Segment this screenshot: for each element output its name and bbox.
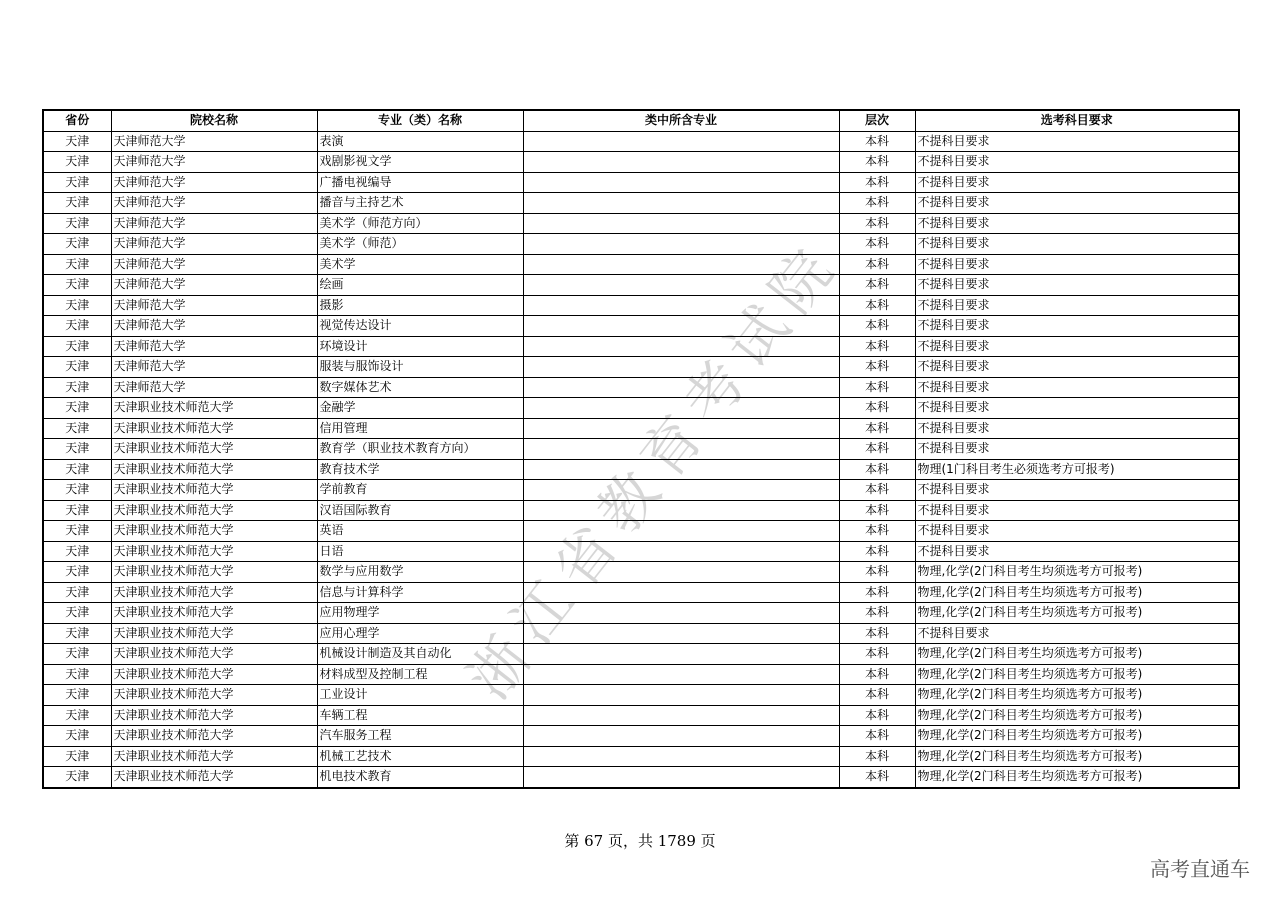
cell-major: 信用管理 <box>317 418 523 439</box>
cell-province: 天津 <box>43 418 111 439</box>
cell-subject-requirement: 不提科目要求 <box>915 398 1239 419</box>
cell-province: 天津 <box>43 664 111 685</box>
cell-subject-requirement: 不提科目要求 <box>915 377 1239 398</box>
cell-subject-requirement: 不提科目要求 <box>915 439 1239 460</box>
cell-level: 本科 <box>839 336 915 357</box>
table-row <box>43 193 1239 214</box>
cell-province: 天津 <box>43 336 111 357</box>
cell-subject-requirement: 不提科目要求 <box>915 295 1239 316</box>
cell-province: 天津 <box>43 685 111 706</box>
cell-included-majors <box>523 131 839 152</box>
cell-level: 本科 <box>839 193 915 214</box>
cell-province: 天津 <box>43 295 111 316</box>
cell-subject-requirement: 不提科目要求 <box>915 541 1239 562</box>
cell-included-majors <box>523 521 839 542</box>
cell-school: 天津职业技术师范大学 <box>111 582 317 603</box>
cell-included-majors <box>523 316 839 337</box>
table-row <box>43 726 1239 747</box>
table-row <box>43 603 1239 624</box>
cell-subject-requirement: 不提科目要求 <box>915 131 1239 152</box>
cell-subject-requirement: 不提科目要求 <box>915 336 1239 357</box>
cell-school: 天津职业技术师范大学 <box>111 459 317 480</box>
table-row <box>43 131 1239 152</box>
cell-province: 天津 <box>43 623 111 644</box>
cell-level: 本科 <box>839 623 915 644</box>
cell-province: 天津 <box>43 705 111 726</box>
cell-included-majors <box>523 295 839 316</box>
cell-school: 天津师范大学 <box>111 377 317 398</box>
cell-included-majors <box>523 193 839 214</box>
cell-major: 环境设计 <box>317 336 523 357</box>
cell-school: 天津师范大学 <box>111 357 317 378</box>
cell-included-majors <box>523 726 839 747</box>
cell-included-majors <box>523 234 839 255</box>
cell-included-majors <box>523 459 839 480</box>
cell-included-majors <box>523 623 839 644</box>
cell-included-majors <box>523 480 839 501</box>
cell-included-majors <box>523 254 839 275</box>
cell-province: 天津 <box>43 521 111 542</box>
corner-logo: 高考直通车 <box>1150 857 1250 881</box>
cell-included-majors <box>523 664 839 685</box>
cell-subject-requirement: 不提科目要求 <box>915 172 1239 193</box>
cell-subject-requirement: 不提科目要求 <box>915 254 1239 275</box>
header-level: 层次 <box>839 110 915 131</box>
cell-included-majors <box>523 172 839 193</box>
table-body <box>43 131 1239 788</box>
cell-included-majors <box>523 685 839 706</box>
cell-province: 天津 <box>43 172 111 193</box>
table-row <box>43 172 1239 193</box>
cell-school: 天津师范大学 <box>111 275 317 296</box>
cell-major: 信息与计算科学 <box>317 582 523 603</box>
table-row <box>43 623 1239 644</box>
cell-level: 本科 <box>839 275 915 296</box>
cell-major: 机电技术教育 <box>317 767 523 788</box>
cell-school: 天津职业技术师范大学 <box>111 685 317 706</box>
cell-major: 戏剧影视文学 <box>317 152 523 173</box>
cell-school: 天津师范大学 <box>111 193 317 214</box>
cell-school: 天津职业技术师范大学 <box>111 623 317 644</box>
cell-level: 本科 <box>839 459 915 480</box>
header-included-majors: 类中所含专业 <box>523 110 839 131</box>
table-row <box>43 213 1239 234</box>
cell-level: 本科 <box>839 521 915 542</box>
cell-major: 日语 <box>317 541 523 562</box>
cell-subject-requirement: 不提科目要求 <box>915 316 1239 337</box>
cell-level: 本科 <box>839 295 915 316</box>
cell-major: 金融学 <box>317 398 523 419</box>
cell-level: 本科 <box>839 480 915 501</box>
table-row <box>43 746 1239 767</box>
cell-major: 美术学（师范） <box>317 234 523 255</box>
header-province: 省份 <box>43 110 111 131</box>
cell-level: 本科 <box>839 234 915 255</box>
cell-level: 本科 <box>839 377 915 398</box>
cell-school: 天津师范大学 <box>111 213 317 234</box>
table-row <box>43 480 1239 501</box>
table-row <box>43 459 1239 480</box>
cell-province: 天津 <box>43 500 111 521</box>
cell-included-majors <box>523 582 839 603</box>
cell-included-majors <box>523 418 839 439</box>
cell-school: 天津职业技术师范大学 <box>111 664 317 685</box>
cell-major: 机械工艺技术 <box>317 746 523 767</box>
cell-level: 本科 <box>839 685 915 706</box>
table-row <box>43 398 1239 419</box>
cell-level: 本科 <box>839 398 915 419</box>
cell-major: 应用心理学 <box>317 623 523 644</box>
table-row <box>43 254 1239 275</box>
cell-subject-requirement: 物理,化学(2门科目考生均须选考方可报考) <box>915 644 1239 665</box>
cell-included-majors <box>523 275 839 296</box>
cell-included-majors <box>523 562 839 583</box>
cell-school: 天津职业技术师范大学 <box>111 644 317 665</box>
cell-province: 天津 <box>43 254 111 275</box>
cell-subject-requirement: 物理,化学(2门科目考生均须选考方可报考) <box>915 746 1239 767</box>
cell-subject-requirement: 物理,化学(2门科目考生均须选考方可报考) <box>915 664 1239 685</box>
cell-major: 数字媒体艺术 <box>317 377 523 398</box>
cell-province: 天津 <box>43 480 111 501</box>
cell-major: 教育技术学 <box>317 459 523 480</box>
cell-level: 本科 <box>839 500 915 521</box>
cell-school: 天津职业技术师范大学 <box>111 398 317 419</box>
cell-school: 天津职业技术师范大学 <box>111 521 317 542</box>
cell-major: 摄影 <box>317 295 523 316</box>
cell-level: 本科 <box>839 726 915 747</box>
cell-province: 天津 <box>43 377 111 398</box>
table-row <box>43 705 1239 726</box>
cell-major: 车辆工程 <box>317 705 523 726</box>
cell-school: 天津师范大学 <box>111 152 317 173</box>
cell-school: 天津师范大学 <box>111 316 317 337</box>
cell-school: 天津职业技术师范大学 <box>111 562 317 583</box>
cell-school: 天津职业技术师范大学 <box>111 418 317 439</box>
cell-subject-requirement: 不提科目要求 <box>915 275 1239 296</box>
cell-level: 本科 <box>839 316 915 337</box>
cell-school: 天津师范大学 <box>111 131 317 152</box>
cell-level: 本科 <box>839 562 915 583</box>
cell-level: 本科 <box>839 418 915 439</box>
cell-subject-requirement: 物理(1门科目考生必须选考方可报考) <box>915 459 1239 480</box>
table-row <box>43 152 1239 173</box>
page-number: 第 67 页，共 1789 页 <box>564 832 716 850</box>
cell-included-majors <box>523 767 839 788</box>
cell-level: 本科 <box>839 767 915 788</box>
cell-province: 天津 <box>43 234 111 255</box>
cell-included-majors <box>523 603 839 624</box>
cell-major: 机械设计制造及其自动化 <box>317 644 523 665</box>
cell-province: 天津 <box>43 439 111 460</box>
cell-level: 本科 <box>839 746 915 767</box>
table-row <box>43 664 1239 685</box>
cell-included-majors <box>523 336 839 357</box>
cell-province: 天津 <box>43 644 111 665</box>
cell-school: 天津职业技术师范大学 <box>111 439 317 460</box>
table-row <box>43 295 1239 316</box>
cell-school: 天津职业技术师范大学 <box>111 500 317 521</box>
cell-level: 本科 <box>839 439 915 460</box>
cell-level: 本科 <box>839 254 915 275</box>
cell-province: 天津 <box>43 357 111 378</box>
cell-major: 广播电视编导 <box>317 172 523 193</box>
cell-level: 本科 <box>839 213 915 234</box>
cell-subject-requirement: 不提科目要求 <box>915 623 1239 644</box>
cell-school: 天津职业技术师范大学 <box>111 603 317 624</box>
cell-subject-requirement: 不提科目要求 <box>915 234 1239 255</box>
cell-subject-requirement: 不提科目要求 <box>915 500 1239 521</box>
admission-table <box>42 109 1240 789</box>
cell-included-majors <box>523 398 839 419</box>
cell-subject-requirement: 物理,化学(2门科目考生均须选考方可报考) <box>915 562 1239 583</box>
table-row <box>43 521 1239 542</box>
cell-school: 天津职业技术师范大学 <box>111 541 317 562</box>
cell-subject-requirement: 不提科目要求 <box>915 213 1239 234</box>
cell-included-majors <box>523 644 839 665</box>
cell-school: 天津师范大学 <box>111 336 317 357</box>
header-subject-requirement: 选考科目要求 <box>915 110 1239 131</box>
cell-major: 教育学（职业技术教育方向） <box>317 439 523 460</box>
table-row <box>43 685 1239 706</box>
cell-included-majors <box>523 746 839 767</box>
cell-major: 学前教育 <box>317 480 523 501</box>
cell-province: 天津 <box>43 541 111 562</box>
cell-included-majors <box>523 377 839 398</box>
cell-subject-requirement: 不提科目要求 <box>915 152 1239 173</box>
cell-subject-requirement: 物理,化学(2门科目考生均须选考方可报考) <box>915 767 1239 788</box>
header-row <box>43 110 1239 131</box>
cell-school: 天津职业技术师范大学 <box>111 480 317 501</box>
cell-province: 天津 <box>43 603 111 624</box>
cell-level: 本科 <box>839 357 915 378</box>
cell-level: 本科 <box>839 541 915 562</box>
cell-school: 天津职业技术师范大学 <box>111 726 317 747</box>
table-row <box>43 336 1239 357</box>
cell-subject-requirement: 不提科目要求 <box>915 357 1239 378</box>
cell-province: 天津 <box>43 316 111 337</box>
cell-province: 天津 <box>43 193 111 214</box>
cell-level: 本科 <box>839 603 915 624</box>
cell-province: 天津 <box>43 746 111 767</box>
cell-province: 天津 <box>43 459 111 480</box>
table-row <box>43 357 1239 378</box>
table-row <box>43 562 1239 583</box>
cell-major: 数学与应用数学 <box>317 562 523 583</box>
cell-level: 本科 <box>839 172 915 193</box>
table-row <box>43 439 1239 460</box>
cell-included-majors <box>523 541 839 562</box>
cell-subject-requirement: 不提科目要求 <box>915 480 1239 501</box>
cell-subject-requirement: 不提科目要求 <box>915 418 1239 439</box>
cell-subject-requirement: 物理,化学(2门科目考生均须选考方可报考) <box>915 685 1239 706</box>
cell-province: 天津 <box>43 767 111 788</box>
table-row <box>43 644 1239 665</box>
cell-province: 天津 <box>43 726 111 747</box>
cell-major: 表演 <box>317 131 523 152</box>
cell-level: 本科 <box>839 131 915 152</box>
header-major: 专业（类）名称 <box>317 110 523 131</box>
cell-school: 天津职业技术师范大学 <box>111 767 317 788</box>
cell-subject-requirement: 物理,化学(2门科目考生均须选考方可报考) <box>915 726 1239 747</box>
header-school: 院校名称 <box>111 110 317 131</box>
table-row <box>43 418 1239 439</box>
cell-major: 汽车服务工程 <box>317 726 523 747</box>
table-row <box>43 500 1239 521</box>
cell-level: 本科 <box>839 644 915 665</box>
table-row <box>43 582 1239 603</box>
cell-level: 本科 <box>839 664 915 685</box>
cell-major: 美术学 <box>317 254 523 275</box>
table-row <box>43 316 1239 337</box>
cell-major: 绘画 <box>317 275 523 296</box>
cell-school: 天津师范大学 <box>111 172 317 193</box>
cell-included-majors <box>523 152 839 173</box>
table-row <box>43 234 1239 255</box>
cell-major: 英语 <box>317 521 523 542</box>
cell-school: 天津职业技术师范大学 <box>111 746 317 767</box>
table-row <box>43 541 1239 562</box>
cell-included-majors <box>523 500 839 521</box>
cell-subject-requirement: 物理,化学(2门科目考生均须选考方可报考) <box>915 705 1239 726</box>
cell-province: 天津 <box>43 275 111 296</box>
cell-major: 汉语国际教育 <box>317 500 523 521</box>
table-row <box>43 275 1239 296</box>
cell-subject-requirement: 不提科目要求 <box>915 193 1239 214</box>
cell-province: 天津 <box>43 562 111 583</box>
cell-province: 天津 <box>43 152 111 173</box>
cell-included-majors <box>523 357 839 378</box>
cell-province: 天津 <box>43 213 111 234</box>
cell-level: 本科 <box>839 705 915 726</box>
cell-included-majors <box>523 439 839 460</box>
cell-subject-requirement: 物理,化学(2门科目考生均须选考方可报考) <box>915 582 1239 603</box>
cell-major: 工业设计 <box>317 685 523 706</box>
cell-level: 本科 <box>839 152 915 173</box>
cell-school: 天津师范大学 <box>111 295 317 316</box>
cell-subject-requirement: 物理,化学(2门科目考生均须选考方可报考) <box>915 603 1239 624</box>
cell-school: 天津师范大学 <box>111 234 317 255</box>
cell-major: 应用物理学 <box>317 603 523 624</box>
cell-major: 视觉传达设计 <box>317 316 523 337</box>
table-row <box>43 377 1239 398</box>
cell-major: 播音与主持艺术 <box>317 193 523 214</box>
cell-included-majors <box>523 213 839 234</box>
cell-level: 本科 <box>839 582 915 603</box>
cell-province: 天津 <box>43 398 111 419</box>
table-row <box>43 767 1239 788</box>
cell-major: 材料成型及控制工程 <box>317 664 523 685</box>
cell-included-majors <box>523 705 839 726</box>
cell-school: 天津师范大学 <box>111 254 317 275</box>
cell-province: 天津 <box>43 131 111 152</box>
cell-major: 美术学（师范方向） <box>317 213 523 234</box>
cell-major: 服装与服饰设计 <box>317 357 523 378</box>
cell-province: 天津 <box>43 582 111 603</box>
cell-school: 天津职业技术师范大学 <box>111 705 317 726</box>
watermark: 浙江省教育考试院 <box>454 228 854 712</box>
cell-subject-requirement: 不提科目要求 <box>915 521 1239 542</box>
